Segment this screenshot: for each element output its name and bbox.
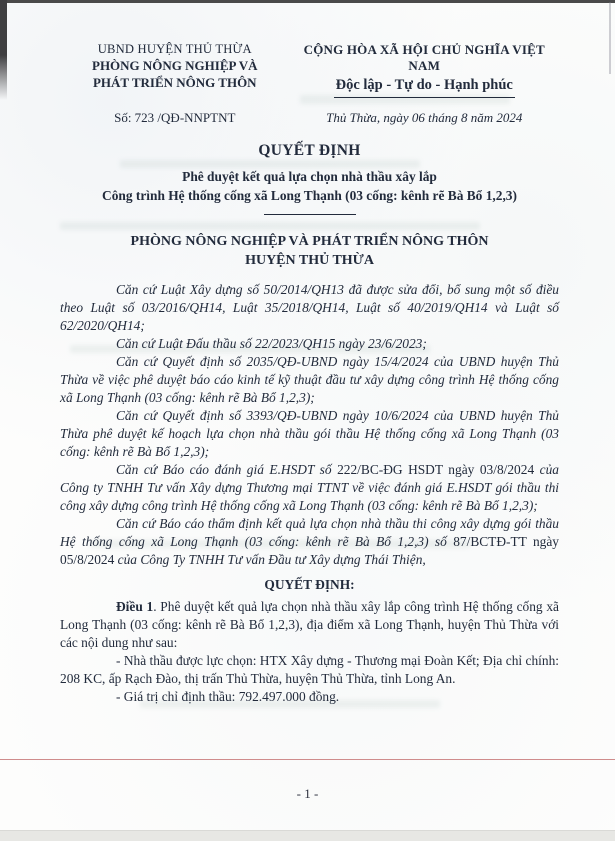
issuer-line: PHÒNG NÔNG NGHIỆP VÀ PHÁT TRIỂN NÔNG THÔN <box>130 234 489 249</box>
national-title: CỘNG HÒA XÃ HỘI CHỦ NGHĨA VIỆT NAM <box>303 42 545 73</box>
document-body <box>60 281 559 706</box>
contract-value-paragraph: - Giá trị chỉ định thầu: 792.497.000 đồng. <box>116 689 340 704</box>
scan-edge-top <box>0 0 615 3</box>
decision-document <box>60 42 559 706</box>
issuer-line: HUYỆN THỦ THỪA <box>245 253 374 268</box>
subtitle-line: Phê duyệt kết quả lựa chọn nhà thầu xây lắp <box>182 169 437 184</box>
legal-basis-paragraph: Căn cứ Quyết định số 3393/QĐ-UBND ngày 10/6/2024 của UBND huyện Thủ Thừa phê duyệt kế hoạch lựa chọn nhà thầu gói thầu Hệ thống cống xã Long Thạnh (03 cống: kênh rẽ Bà Bổ 1,2,3); <box>60 408 559 459</box>
contractor-paragraph: - Nhà thầu được lực chọn: HTX Xây dựng - Thương mại Đoàn Kết; Địa chỉ chính: 208 KC, ấp Rạch Đào, thị trấn Thủ Thừa, huyện Thủ Thừa, tỉnh Long An. <box>60 653 559 686</box>
issuing-agency-block <box>60 42 290 98</box>
place-date-line: Thủ Thừa, ngày 06 tháng 8 năm 2024 <box>326 110 523 125</box>
legal-basis-paragraph: Căn cứ Báo cáo đánh giá E.HSDT số 222/BC-ĐG HSDT ngày 03/8/2024 của Công ty TNHH Tư vấn Xây dựng Thương mại TTNT về việc đánh giá E.HSDT gói thầu thi công xây dựng công trình Hệ thống cống xã Long Thạnh (03 cống: kênh rẽ Bà Bổ 1,2,3); <box>60 462 559 513</box>
scan-edge-right <box>609 2 611 74</box>
agency-name-line: PHÁT TRIỂN NÔNG THÔN <box>92 75 257 90</box>
agency-parent-name: UBND HUYỆN THỦ THỪA <box>97 42 252 56</box>
national-motto: Độc lập - Tự do - Hạnh phúc <box>334 77 515 98</box>
subtitle-underline <box>264 214 356 215</box>
legal-basis-paragraph: Căn cứ Quyết định số 2035/QĐ-UBND ngày 15/4/2024 của UBND huyện Thủ Thừa về việc phê duyệt báo cáo kinh tế kỹ thuật đầu tư xây dựng công trình Hệ thống cống xã Long Thạnh (03 cống: kênh rẽ Bà Bổ 1,2,3); <box>60 354 559 405</box>
subtitle-line: Công trình Hệ thống cống xã Long Thạnh (03 cống: kênh rẽ Bà Bổ 1,2,3) <box>102 188 517 203</box>
legal-basis-paragraph: Căn cứ Báo cáo thẩm định kết quả lựa chọn nhà thầu thi công xây dựng gói thầu Hệ thống cống xã Long Thạnh (03 cống: kênh rẽ Bà Bổ 1,2,3) số 87/BCTĐ-TT ngày 05/8/2024 của Công Ty TNHH Tư vấn Đầu tư Xây dựng Thái Thiện, <box>60 516 559 567</box>
bleedthrough-line <box>0 759 615 760</box>
document-header <box>60 42 559 98</box>
legal-basis-paragraph: Căn cứ Luật Đấu thầu số 22/2023/QH15 ngày 23/6/2023; <box>116 336 427 351</box>
decree-heading: QUYẾT ĐỊNH: <box>264 577 355 592</box>
document-title: QUYẾT ĐỊNH <box>258 142 361 159</box>
number-date-row <box>60 110 559 126</box>
scan-edge-bottom <box>0 830 615 841</box>
scan-edge-left <box>0 0 7 100</box>
document-number: Số: 723 /QĐ-NNPTNT <box>114 110 236 125</box>
legal-basis-paragraph: Căn cứ Luật Xây dựng số 50/2014/QH13 đã được sửa đổi, bổ sung một số điều theo Luật số 03/2016/QH14, Luật 35/2018/QH14, Luật số 40/2019/QH14 và Luật số 62/2020/QH14; <box>60 282 559 333</box>
document-subtitle <box>60 167 559 205</box>
national-header-block <box>290 42 559 98</box>
agency-name-line: PHÒNG NÔNG NGHIỆP VÀ <box>92 58 258 73</box>
issuer-heading <box>60 232 559 270</box>
article-1-paragraph: Điều 1. Phê duyệt kết quả lựa chọn nhà thầu xây lắp công trình Hệ thống cống xã Long Thạnh (03 cống: kênh rẽ Bà Bổ 1,2,3), địa điểm xã Long Thạnh, huyện Thủ Thừa với các nội dung như sau: <box>60 599 559 650</box>
page-number: - 1 - <box>296 786 319 801</box>
